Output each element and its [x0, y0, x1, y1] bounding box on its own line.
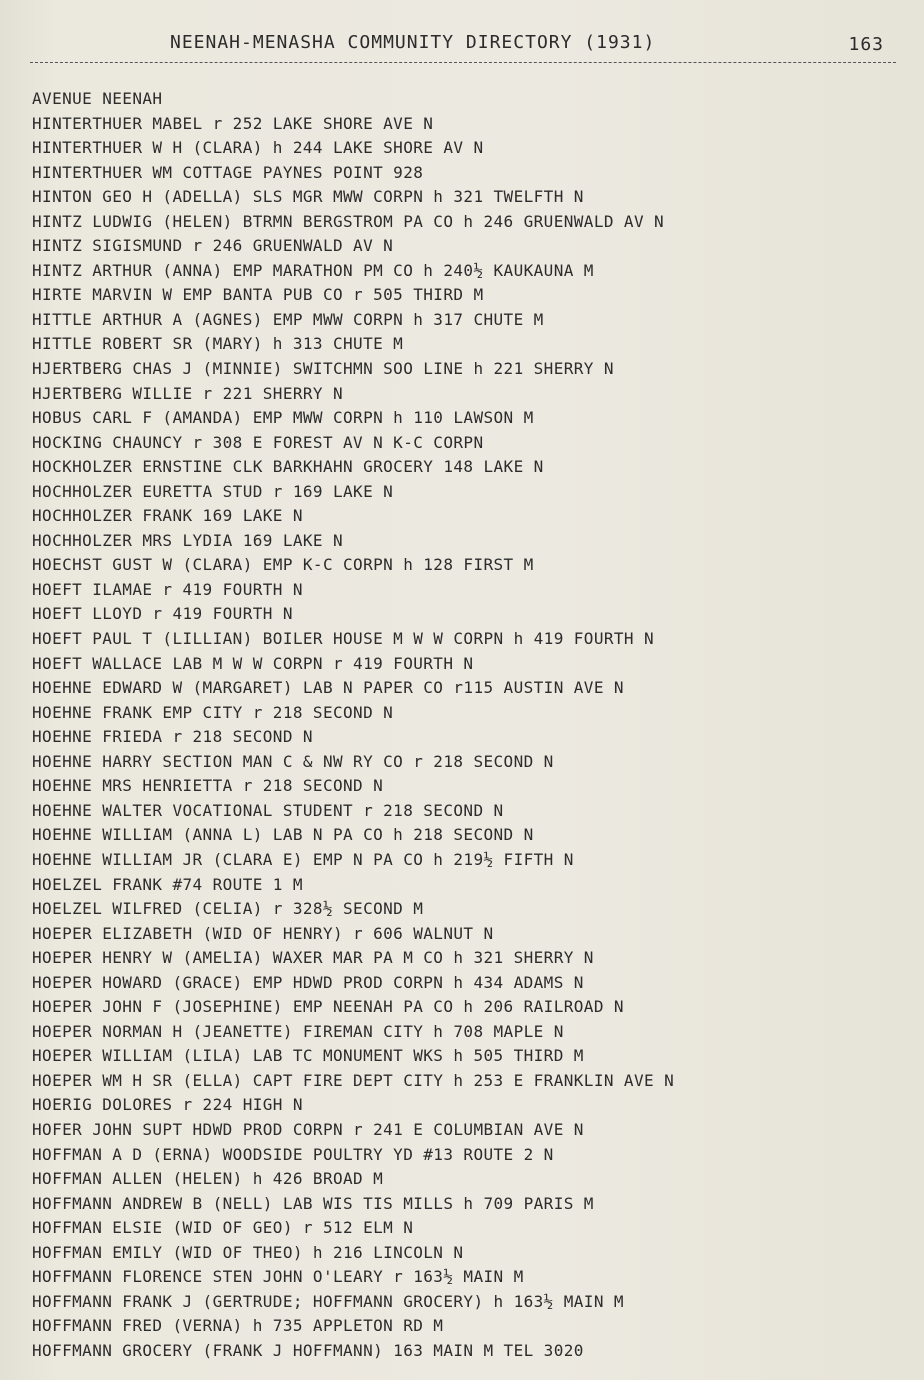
- directory-entry: HOEFT ILAMAE r 419 FOURTH N: [32, 579, 303, 599]
- directory-entry: HJERTBERG CHAS J (MINNIE) SWITCHMN SOO LINE h 221 SHERRY N: [32, 359, 614, 379]
- directory-entry: HOFFMANN ANDREW B (NELL) LAB WIS TIS MILLS h 709 PARIS M: [32, 1193, 594, 1213]
- directory-entry: HOEFT WALLACE LAB M W W CORPN r 419 FOURTH N: [32, 653, 474, 673]
- directory-entry: HOFFMAN ALLEN (HELEN) h 426 BROAD M: [32, 1169, 384, 1189]
- directory-entry: HOCHHOLZER FRANK 169 LAKE N: [32, 506, 303, 526]
- directory-entry: HOEHNE HARRY SECTION MAN C & NW RY CO r 218 SECOND N: [32, 751, 554, 771]
- directory-entry: HOBUS CARL F (AMANDA) EMP MWW CORPN h 110 LAWSON M: [32, 408, 534, 428]
- directory-entry: HITTLE ROBERT SR (MARY) h 313 CHUTE M: [32, 334, 404, 354]
- directory-entry: HOFFMAN EMILY (WID OF THEO) h 216 LINCOLN N: [32, 1242, 464, 1262]
- directory-entry: HOEHNE FRIEDA r 218 SECOND N: [32, 727, 313, 747]
- directory-entry: HOFFMANN GROCERY (FRANK J HOFFMANN) 163 MAIN M TEL 3020: [32, 1340, 584, 1360]
- directory-entry: HOEPER HENRY W (AMELIA) WAXER MAR PA M CO h 321 SHERRY N: [32, 948, 594, 968]
- directory-entry: HOFFMAN ELSIE (WID OF GEO) r 512 ELM N: [32, 1218, 414, 1238]
- directory-entry: HINTERTHUER MABEL r 252 LAKE SHORE AVE N: [32, 113, 434, 133]
- directory-entry: HOEPER HOWARD (GRACE) EMP HDWD PROD CORPN h 434 ADAMS N: [32, 972, 584, 992]
- directory-entry: HJERTBERG WILLIE r 221 SHERRY N: [32, 383, 344, 403]
- page-header: [30, 30, 896, 63]
- directory-entry: HOEHNE WILLIAM JR (CLARA E) EMP N PA CO h 219½ FIFTH N: [32, 849, 574, 869]
- directory-entry: HOEPER ELIZABETH (WID OF HENRY) r 606 WALNUT N: [32, 923, 494, 943]
- directory-entry: HOCKHOLZER ERNSTINE CLK BARKHAHN GROCERY 148 LAKE N: [32, 457, 544, 477]
- directory-entry: HOERIG DOLORES r 224 HIGH N: [32, 1095, 303, 1115]
- directory-entry: HOEPER WILLIAM (LILA) LAB TC MONUMENT WKS h 505 THIRD M: [32, 1046, 584, 1066]
- directory-entry: HITTLE ARTHUR A (AGNES) EMP MWW CORPN h 317 CHUTE M: [32, 309, 544, 329]
- directory-entry: HOFFMANN FRANK J (GERTRUDE; HOFFMANN GROCERY) h 163½ MAIN M: [32, 1291, 624, 1311]
- directory-entry: HOCHHOLZER EURETTA STUD r 169 LAKE N: [32, 481, 394, 501]
- directory-entry: HINTZ SIGISMUND r 246 GRUENWALD AV N: [32, 236, 394, 256]
- directory-entry: HOELZEL FRANK #74 ROUTE 1 M: [32, 874, 303, 894]
- directory-entry: HOEHNE WILLIAM (ANNA L) LAB N PA CO h 218 SECOND N: [32, 825, 534, 845]
- page-number: 163: [848, 34, 884, 55]
- directory-entry: HOCKING CHAUNCY r 308 E FOREST AV N K-C CORPN: [32, 432, 484, 452]
- directory-entry: HINTERTHUER WM COTTAGE PAYNES POINT 928: [32, 162, 424, 182]
- directory-entry: HOEHNE MRS HENRIETTA r 218 SECOND N: [32, 776, 384, 796]
- directory-entry: AVENUE NEENAH: [32, 89, 163, 108]
- directory-entry: HINTZ LUDWIG (HELEN) BTRMN BERGSTROM PA CO h 246 GRUENWALD AV N: [32, 211, 665, 231]
- directory-entry: HOEPER NORMAN H (JEANETTE) FIREMAN CITY h 708 MAPLE N: [32, 1021, 564, 1041]
- directory-title: NEENAH-MENASHA COMMUNITY DIRECTORY (1931): [170, 32, 656, 53]
- directory-entry: HOFFMANN FRED (VERNA) h 735 APPLETON RD M: [32, 1316, 444, 1336]
- directory-entry: HOFER JOHN SUPT HDWD PROD CORPN r 241 E COLUMBIAN AVE N: [32, 1119, 584, 1139]
- directory-entry: HOEHNE FRANK EMP CITY r 218 SECOND N: [32, 702, 394, 722]
- directory-entry: HOEHNE WALTER VOCATIONAL STUDENT r 218 SECOND N: [32, 800, 504, 820]
- directory-entry: HOEFT PAUL T (LILLIAN) BOILER HOUSE M W W CORPN h 419 FOURTH N: [32, 629, 655, 649]
- directory-entry: HINTZ ARTHUR (ANNA) EMP MARATHON PM CO h 240½ KAUKAUNA M: [32, 260, 594, 280]
- directory-entry: HOECHST GUST W (CLARA) EMP K-C CORPN h 128 FIRST M: [32, 555, 534, 575]
- directory-entry: HOEFT LLOYD r 419 FOURTH N: [32, 604, 293, 624]
- directory-entry: HOEPER JOHN F (JOSEPHINE) EMP NEENAH PA CO h 206 RAILROAD N: [32, 997, 624, 1017]
- directory-entry: HOFFMAN A D (ERNA) WOODSIDE POULTRY YD #13 ROUTE 2 N: [32, 1144, 554, 1164]
- directory-entry: HIRTE MARVIN W EMP BANTA PUB CO r 505 THIRD M: [32, 285, 484, 305]
- directory-entry: HOELZEL WILFRED (CELIA) r 328½ SECOND M: [32, 899, 424, 919]
- directory-entry: HINTERTHUER W H (CLARA) h 244 LAKE SHORE AV N: [32, 138, 484, 158]
- directory-entry: HOFFMANN FLORENCE STEN JOHN O'LEARY r 163½ MAIN M: [32, 1267, 524, 1287]
- directory-entry: HOEPER WM H SR (ELLA) CAPT FIRE DEPT CITY h 253 E FRANKLIN AVE N: [32, 1070, 675, 1090]
- directory-entry: HOEHNE EDWARD W (MARGARET) LAB N PAPER CO r115 AUSTIN AVE N: [32, 678, 624, 698]
- directory-entry: HOCHHOLZER MRS LYDIA 169 LAKE N: [32, 530, 344, 550]
- directory-entry: HINTON GEO H (ADELLA) SLS MGR MWW CORPN h 321 TWELFTH N: [32, 187, 584, 207]
- directory-listing: [32, 87, 892, 1363]
